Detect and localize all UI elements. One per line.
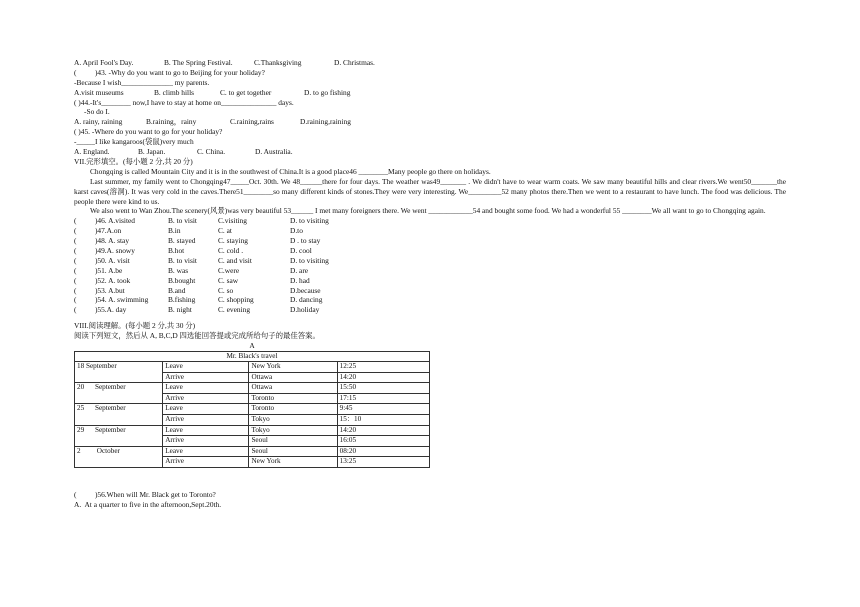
travel-city: Toronto	[249, 393, 337, 404]
cloze-option-c: C. evening	[218, 305, 251, 315]
travel-act: Arrive	[163, 393, 249, 404]
cloze-option-d: D.because	[290, 285, 321, 295]
q44-options	[74, 117, 786, 127]
q44-question: ( )44.-It's________ now,I have to stay at home on_______________ days.	[74, 97, 294, 107]
cloze-option-b: B. to visit	[168, 255, 197, 265]
cloze-option-row	[74, 236, 786, 246]
q45-question: ( )45. -Where do you want to go for your holiday?	[74, 127, 223, 137]
cloze-option-num: ( )48. A. stay	[74, 236, 130, 246]
cloze-option-num: ( )49.A. snowy	[74, 245, 135, 255]
cloze-option-num: ( )51. A.be	[74, 265, 123, 275]
q43-answer: -Because I wish______________ my parents.	[74, 77, 210, 87]
cloze-option-row	[74, 305, 786, 315]
cloze-option-d: D.holiday	[290, 305, 320, 315]
cloze-option-b: B. night	[168, 305, 192, 315]
travel-act: Leave	[163, 383, 249, 394]
travel-act: Leave	[163, 446, 249, 457]
cloze-option-c: C.were	[218, 265, 240, 275]
option-c: C. China.	[197, 147, 226, 157]
travel-city: Tokyo	[249, 425, 337, 436]
travel-time: 9:45	[337, 404, 429, 415]
cloze-options-list	[74, 216, 786, 315]
cloze-option-row	[74, 246, 786, 256]
travel-date: 20 September	[75, 383, 163, 404]
cloze-option-row	[74, 216, 786, 226]
travel-time: 17:15	[337, 393, 429, 404]
travel-act: Arrive	[163, 436, 249, 447]
cloze-option-row	[74, 266, 786, 276]
section8-instruction: 阅读下列短文，然后从 A, B,C,D 四选能回答提或完成所给句子的最佳答案。	[74, 331, 320, 341]
travel-act: Leave	[163, 362, 249, 373]
travel-table	[74, 351, 430, 469]
cloze-option-c: C.visiting	[218, 216, 247, 226]
travel-time: 12:25	[337, 362, 429, 373]
cloze-option-num: ( )50. A. visit	[74, 255, 130, 265]
cloze-option-b: B. was	[168, 265, 189, 275]
cloze-option-c: C. at	[218, 226, 232, 236]
section7-heading: VII.完形填空。(每小题 2 分,共 20 分)	[74, 156, 193, 166]
cloze-option-num: ( )46. A.visited	[74, 216, 135, 226]
travel-city: New York	[249, 362, 337, 373]
travel-city: Tokyo	[249, 415, 337, 426]
cloze-option-d: D. to visiting	[290, 216, 329, 226]
travel-act: Leave	[163, 404, 249, 415]
option-d: D. Christmas.	[334, 58, 375, 67]
cloze-option-b: B. stayed	[168, 236, 196, 246]
table-row	[75, 362, 430, 373]
travel-act: Leave	[163, 425, 249, 436]
cloze-option-num: ( )52. A. took	[74, 275, 131, 285]
option-a: A.visit museums	[74, 87, 124, 97]
cloze-option-d: D. had	[290, 275, 310, 285]
travel-time: 16:05	[337, 436, 429, 447]
travel-time: 15：10	[337, 415, 429, 426]
option-c: C. to get together	[220, 87, 272, 97]
option-b: B. Japan.	[138, 147, 166, 157]
travel-city: Seoul	[249, 446, 337, 457]
travel-date: 18 September	[75, 362, 163, 383]
q43-options	[74, 88, 786, 98]
exam-page	[74, 58, 786, 510]
cloze-option-d: D. dancing	[290, 295, 323, 305]
table-row	[75, 383, 430, 394]
cloze-option-c: C. staying	[218, 236, 248, 246]
cloze-option-num: ( )54. A. swimming	[74, 295, 149, 305]
cloze-option-c: C. so	[218, 285, 234, 295]
cloze-option-d: D. are	[290, 265, 309, 275]
cloze-option-b: B.fishing	[168, 295, 196, 305]
q45-options	[74, 147, 786, 157]
travel-act: Arrive	[163, 415, 249, 426]
cloze-option-b: B.bought	[168, 275, 196, 285]
cloze-option-num: ( )53. A.but	[74, 285, 125, 295]
cloze-option-c: C. and visit	[218, 255, 252, 265]
cloze-option-c: C. cold .	[218, 245, 244, 255]
cloze-option-d: D . to stay	[290, 236, 321, 246]
option-b: B. The Spring Festival.	[164, 58, 233, 67]
option-d: D. Australia.	[255, 147, 293, 157]
cloze-option-d: D. to visiting	[290, 255, 329, 265]
cloze-option-row	[74, 226, 786, 236]
option-a: A. England.	[74, 147, 110, 157]
q43-question: ( )43. -Why do you want to go to Beijing for your holiday?	[74, 67, 265, 77]
cloze-option-b: B.hot	[168, 245, 185, 255]
cloze-option-b: B. to visit	[168, 216, 197, 226]
cloze-option-b: B.and	[168, 285, 186, 295]
passage-letter: A	[249, 341, 255, 350]
travel-act: Arrive	[163, 372, 249, 383]
travel-act: Arrive	[163, 457, 249, 468]
q56-question: ( )56.When will Mr. Black get to Toronto?	[74, 490, 216, 500]
travel-time: 14:20	[337, 372, 429, 383]
cloze-option-num: ( )55.A. day	[74, 305, 127, 315]
q42-options	[74, 58, 786, 68]
travel-city: Toronto	[249, 404, 337, 415]
q56-option-a: A. At a quarter to five in the afternoon,Sept.20th.	[74, 499, 222, 509]
cloze-option-row	[74, 295, 786, 305]
cloze-option-d: D. cool	[290, 245, 312, 255]
q45-answer: -_____I like kangaroos(袋鼠)very much	[74, 137, 194, 147]
option-d: D.raining,raining	[300, 117, 351, 127]
option-c: C.raining,rains	[230, 117, 274, 127]
travel-time: 15:50	[337, 383, 429, 394]
q44-answer: -So do I.	[84, 107, 110, 117]
travel-date: 2 October	[75, 446, 163, 467]
travel-date: 25 September	[75, 404, 163, 425]
cloze-paragraph-1: Chongqing is called Mountain City and it is in the southwest of China.It is a good place46 ________Many people go there on holidays.	[90, 166, 491, 176]
cloze-option-b: B.in	[168, 226, 181, 236]
travel-table-title: Mr. Black's travel	[75, 351, 430, 362]
travel-city: Seoul	[249, 436, 337, 447]
table-row	[75, 404, 430, 415]
cloze-option-num: ( )47.A.on	[74, 226, 122, 236]
cloze-option-d: D.to	[290, 226, 303, 236]
cloze-paragraph-2: Last summer, my family went to Chongqing47_____Oct. 30th. We 48______there for four days. The weather was49_______ . We didn't have to wear warm coats. We saw many beautiful hills and clear rivers.We went50_______the karst caves(溶洞). It was very cold in the caves.There51________so many different kinds of stones.They were very interesting. We_________52 many photos there.Then we went to a restaurant to have lunch. The food was delicious. The people there were kind to us.	[74, 176, 786, 206]
cloze-option-c: C. shopping	[218, 295, 254, 305]
travel-time: 08:20	[337, 446, 429, 457]
travel-time: 13:25	[337, 457, 429, 468]
cloze-paragraph-3: We also went to Wan Zhou.The scenery(风景)was very beautiful 53______ I met many foreigners there. We went ____________54 and bought some food. We had a wonderful 55 ________We all want to go to Chongqing again.	[90, 206, 766, 216]
cloze-option-row	[74, 276, 786, 286]
table-row	[75, 446, 430, 457]
cloze-option-row	[74, 256, 786, 266]
option-a: A. April Fool's Day.	[74, 58, 134, 67]
table-row	[75, 425, 430, 436]
travel-city: Ottawa	[249, 372, 337, 383]
travel-city: New York	[249, 457, 337, 468]
travel-time: 14:20	[337, 425, 429, 436]
option-d: D. to go fishing	[304, 87, 351, 97]
cloze-option-c: C. saw	[218, 275, 239, 285]
travel-city: Ottawa	[249, 383, 337, 394]
option-a: A. rainy, raining	[74, 117, 123, 127]
option-c: C.Thanksgiving	[254, 58, 302, 67]
travel-date: 29 September	[75, 425, 163, 446]
option-b: B.raining，rainy	[146, 117, 197, 127]
section8-heading: VIII.阅读理解。(每小题 2 分,共 30 分)	[74, 321, 196, 331]
cloze-option-row	[74, 286, 786, 296]
option-b: B. climb hills	[154, 87, 195, 97]
